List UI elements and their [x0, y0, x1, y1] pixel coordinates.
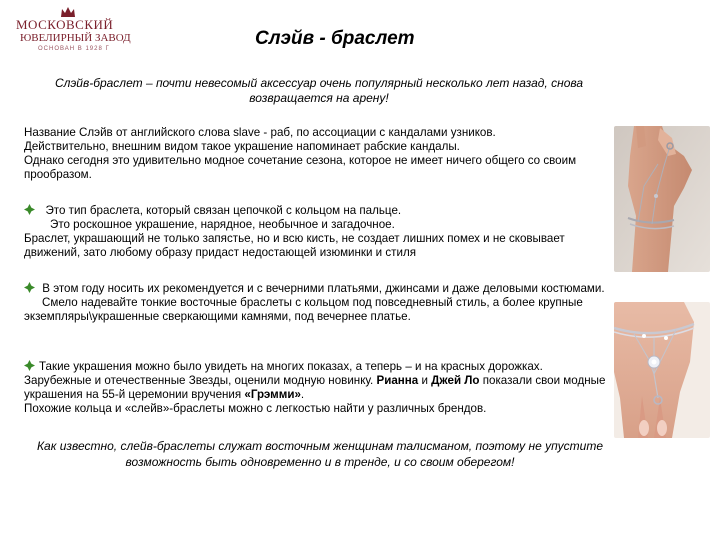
award-name: «Грэмми» [244, 388, 301, 401]
intro-text: Слэйв-браслет – почти невесомый аксессуар очень популярный несколько лет назад, снова возвращается на арену! [54, 76, 584, 105]
description-line-1: Это тип браслета, который связан цепочкой с кольцом на пальце. [45, 204, 402, 217]
celebrity-name-2: Джей Ло [431, 374, 480, 387]
celebrities-dot: . [300, 388, 305, 401]
description-line-3: Браслет, украшающий не только запястье, но и всю кисть, не создает лишних помех и не сковывает движений, зато любому образу придаст недостающей изюминки и стиля [24, 232, 565, 259]
celebrities-and: и [418, 374, 432, 387]
section-description [24, 204, 612, 260]
celebrities-line-1: Такие украшения можно было увидеть на многих показах, а теперь – и на красных дорожках. [39, 360, 543, 373]
origin-line-1: Название Слэйв от английского слова slave - раб, по ассоциации с кандалами узников. [24, 126, 496, 139]
page-title: Слэйв - браслет [255, 28, 415, 49]
celebrity-name-1: Рианна [376, 374, 419, 387]
section-styling [24, 282, 612, 324]
hand-photo-1 [614, 126, 710, 272]
origin-line-3: Однако сегодня это удивительно модное сочетание сезона, которое не имеет ничего общего со своим прообразом. [24, 154, 577, 181]
celebrities-text-a: Зарубежные и отечественные Звезды, оценили модную новинку. [24, 374, 377, 387]
section-origin [24, 126, 612, 182]
logo-line-3: ОСНОВАН В 1928 Г [38, 46, 110, 52]
logo-line-1: МОСКОВСКИЙ [16, 17, 114, 32]
jeweled-bracelet-image [614, 302, 710, 438]
diamond-bullet-icon [24, 282, 35, 293]
diamond-bullet-icon [24, 204, 35, 215]
celebrities-line-3: Похожие кольца и «слейв»-браслеты можно с легкостью найти у различных брендов. [24, 402, 487, 415]
origin-line-2: Действительно, внешним видом такое украшение напоминает рабские кандалы. [24, 140, 460, 153]
company-logo [16, 6, 131, 58]
closing-text: Как известно, слейв-браслеты служат восточным женщинам талисманом, поэтому не упустите возможность быть одновременно и в тренде, и со своим оберегом! [36, 439, 604, 469]
styling-line-2: Смело надевайте тонкие восточные браслеты с кольцом под повседневный стиль, а более крупные экземпляры\украшенные сверкающими камнями, под вечернее платье. [24, 296, 583, 323]
styling-line-1: В этом году носить их рекомендуется и с вечерними платьями, джинсами и даже деловыми костюмами. [42, 282, 605, 295]
hand-photo-2 [614, 302, 710, 438]
section-celebrities [24, 360, 612, 416]
hand-bracelet-image [614, 126, 710, 272]
diamond-bullet-icon [24, 360, 35, 371]
celebrities-line-2 [24, 374, 612, 402]
celebrities-text-b: показали свои модные украшения на 55-й церемонии вручения [24, 374, 606, 401]
logo-line-2: ЮВЕЛИРНЫЙ ЗАВОД [20, 32, 131, 44]
description-line-2: Это роскошное украшение, нарядное, необычное и загадочное. [50, 218, 395, 231]
